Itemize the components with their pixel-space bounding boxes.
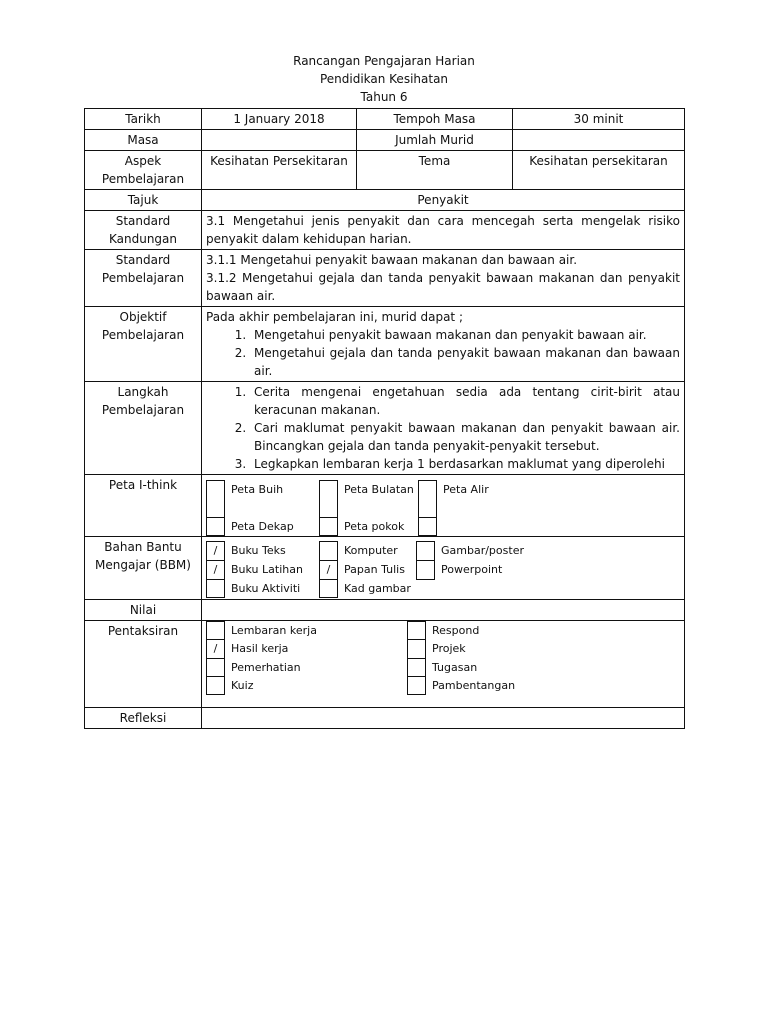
option-label: Peta Bulatan — [344, 482, 414, 496]
label-peta-ithink: Peta I-think — [85, 475, 202, 537]
value-langkah — [202, 382, 685, 475]
checkbox[interactable] — [419, 481, 437, 518]
checkbox[interactable]: / — [207, 542, 225, 561]
value-jumlah-murid — [513, 130, 685, 151]
objektif-list — [206, 326, 680, 380]
option-label: Powerpoint — [441, 562, 503, 576]
option-label: Hasil kerja — [231, 641, 289, 655]
value-bbm — [202, 537, 685, 600]
label-tajuk: Tajuk — [85, 190, 202, 211]
row-langkah — [85, 382, 685, 475]
list-item: 1. Mengetahui penyakit bawaan makanan dan penyakit bawaan air. — [250, 326, 680, 344]
label-jumlah-murid: Jumlah Murid — [357, 130, 513, 151]
list-item: 2. Mengetahui gejala dan tanda penyakit bawaan makanan dan bawaan air. — [250, 344, 680, 380]
label-tarikh: Tarikh — [85, 109, 202, 130]
value-tema: Kesihatan persekitaran — [513, 151, 685, 190]
checkbox[interactable] — [320, 481, 338, 518]
doc-title: Rancangan Pengajaran Harian — [293, 54, 475, 68]
value-tempoh-masa: 30 minit — [513, 109, 685, 130]
row-peta-ithink — [85, 475, 685, 537]
label-objektif: Objektif Pembelajaran — [85, 307, 202, 382]
checkbox[interactable] — [408, 659, 426, 677]
row-nilai — [85, 600, 685, 621]
row-bbm — [85, 537, 685, 600]
row-standard-pembelajaran — [85, 250, 685, 307]
checkbox[interactable] — [408, 677, 426, 695]
checkbox[interactable] — [408, 640, 426, 659]
row-refleksi — [85, 708, 685, 729]
value-standard-kandungan: 3.1 Mengetahui jenis penyakit dan cara mencegah serta mengelak risiko penyakit dalam kehidupan harian. — [202, 211, 685, 250]
checkbox[interactable] — [419, 518, 437, 536]
option-label: Komputer — [344, 543, 398, 557]
checkbox[interactable] — [417, 561, 435, 580]
label-pentaksiran: Pentaksiran — [85, 621, 202, 708]
option-label: Pambentangan — [432, 678, 516, 692]
row-aspek — [85, 151, 685, 190]
label-standard-kandungan: Standard Kandungan — [85, 211, 202, 250]
option-label: Kad gambar — [344, 581, 411, 595]
checkbox[interactable] — [207, 481, 225, 518]
option-label: Gambar/poster — [441, 543, 524, 557]
checkbox[interactable] — [408, 622, 426, 640]
checkbox[interactable]: / — [207, 640, 225, 659]
label-langkah: Langkah Pembelajaran — [85, 382, 202, 475]
checkbox[interactable] — [207, 518, 225, 536]
value-tarikh: 1 January 2018 — [202, 109, 357, 130]
checkbox[interactable]: / — [320, 561, 338, 580]
row-tarikh — [85, 109, 685, 130]
option-label: Peta Dekap — [231, 519, 294, 533]
option-label: Papan Tulis — [344, 562, 405, 576]
option-label: Peta Buih — [231, 482, 284, 496]
label-tema: Tema — [357, 151, 513, 190]
list-item: 3. Legkapkan lembaran kerja 1 berdasarkan maklumat yang diperolehi — [250, 455, 680, 473]
value-standard-pembelajaran — [202, 250, 685, 307]
value-tajuk: Penyakit — [202, 190, 685, 211]
row-tajuk — [85, 190, 685, 211]
checkbox[interactable] — [320, 542, 338, 561]
label-standard-pembelajaran: Standard Pembelajaran — [85, 250, 202, 307]
option-label: Buku Aktiviti — [231, 581, 301, 595]
lesson-plan-table — [84, 108, 685, 729]
value-nilai — [202, 600, 685, 621]
value-peta-ithink — [202, 475, 685, 537]
label-masa: Masa — [85, 130, 202, 151]
checkbox[interactable]: / — [207, 561, 225, 580]
option-label: Peta Alir — [443, 482, 489, 496]
row-pentaksiran — [85, 621, 685, 708]
label-tempoh-masa: Tempoh Masa — [357, 109, 513, 130]
list-item: 2. Cari maklumat penyakit bawaan makanan dan penyakit bawaan air. Bincangkan gejala dan tanda penyakit-penyakit tersebut. — [250, 419, 680, 455]
checkbox[interactable] — [320, 518, 338, 536]
checkbox[interactable] — [320, 580, 338, 598]
value-aspek: Kesihatan Persekitaran — [202, 151, 357, 190]
peta-checkbox-grid — [206, 480, 494, 536]
label-bbm: Bahan Bantu Mengajar (BBM) — [85, 537, 202, 600]
label-nilai: Nilai — [85, 600, 202, 621]
pentaksiran-checkbox-grid — [206, 621, 520, 695]
value-refleksi — [202, 708, 685, 729]
option-label: Buku Teks — [231, 543, 286, 557]
bbm-checkbox-grid — [206, 541, 529, 598]
label-refleksi: Refleksi — [85, 708, 202, 729]
langkah-list — [206, 383, 680, 473]
checkbox[interactable] — [417, 542, 435, 561]
doc-year: Tahun 6 — [360, 90, 408, 104]
checkbox[interactable] — [207, 622, 225, 640]
option-label: Peta pokok — [344, 519, 405, 533]
checkbox[interactable] — [207, 677, 225, 695]
standard-item: 3.1.2 Mengetahui gejala dan tanda penyakit bawaan makanan dan penyakit bawaan air. — [206, 271, 680, 303]
label-aspek: Aspek Pembelajaran — [85, 151, 202, 190]
objektif-intro: Pada akhir pembelajaran ini, murid dapat ; — [206, 310, 463, 324]
checkbox[interactable] — [207, 580, 225, 598]
row-masa — [85, 130, 685, 151]
row-objektif — [85, 307, 685, 382]
checkbox[interactable] — [207, 659, 225, 677]
standard-item: 3.1.1 Mengetahui penyakit bawaan makanan dan bawaan air. — [206, 253, 578, 267]
option-label: Pemerhatian — [231, 660, 301, 674]
option-label: Lembaran kerja — [231, 623, 317, 637]
option-label: Kuiz — [231, 678, 254, 692]
row-standard-kandungan — [85, 211, 685, 250]
option-label: Respond — [432, 623, 480, 637]
value-objektif — [202, 307, 685, 382]
option-label: Tugasan — [432, 660, 478, 674]
option-label: Buku Latihan — [231, 562, 303, 576]
value-masa — [202, 130, 357, 151]
doc-subject: Pendidikan Kesihatan — [319, 72, 449, 86]
value-pentaksiran — [202, 621, 685, 708]
option-label: Projek — [432, 641, 466, 655]
list-item: 1. Cerita mengenai engetahuan sedia ada tentang cirit-birit atau keracunan makanan. — [250, 383, 680, 419]
